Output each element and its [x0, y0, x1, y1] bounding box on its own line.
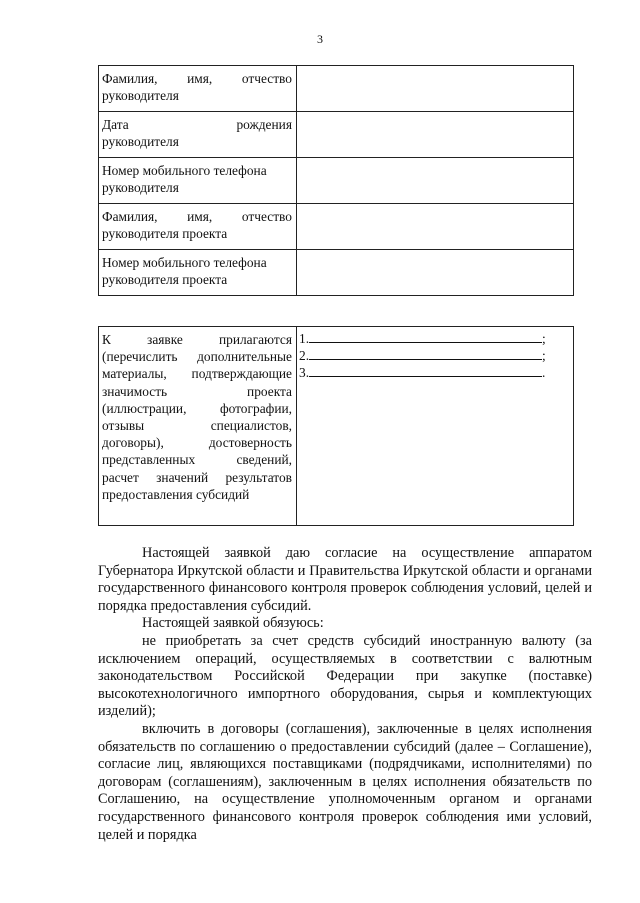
- label-word: имя,: [187, 71, 213, 86]
- label-word: рождения: [236, 117, 292, 132]
- field-label: [99, 204, 297, 250]
- field-label-line2: руководителя: [102, 134, 179, 149]
- leader-info-row: [99, 112, 574, 158]
- attachment-blank-line[interactable]: [309, 330, 542, 343]
- attachment-number: 1.: [299, 331, 310, 346]
- field-label-line1: [102, 162, 292, 179]
- leader-info-row: [99, 250, 574, 296]
- field-value[interactable]: [297, 112, 574, 158]
- obligation-paragraph-2: включить в договоры (соглашения), заключенные в целях исполнения обязательств по соглашению о предоставлении субсидий (далее – Соглашение), согласие лиц, являющихся поставщиками (подрядчиками, исполнителями) по договорам (соглашениям), заключенным в целях исполнения обязательств по Соглашению, на осуществление уполномоченным органом и органами государственного финансового контроля проверок соблюдения ими условий, целей и порядка: [98, 720, 592, 843]
- consent-text-block: [98, 545, 592, 844]
- attachment-number: 3.: [299, 365, 310, 380]
- attachment-item: [297, 330, 573, 347]
- field-value[interactable]: [297, 204, 574, 250]
- label-word: Номер мобильного телефона: [102, 163, 267, 178]
- field-label-line2: руководителя проекта: [102, 272, 228, 287]
- consent-paragraph: Настоящей заявкой даю согласие на осуществление аппаратом Губернатора Иркутской области и Правительства Иркутской области и органами государственного финансового контроля проверок соблюдения условий, целей и порядка предоставления субсидий.: [98, 545, 592, 614]
- field-label: [99, 250, 297, 296]
- attachment-blank-line[interactable]: [309, 364, 542, 377]
- label-word: Фамилия,: [102, 209, 158, 224]
- label-word: отчество: [241, 71, 292, 86]
- field-label-line1: [102, 254, 292, 271]
- field-value[interactable]: [297, 250, 574, 296]
- field-label: [99, 66, 297, 112]
- attachments-label: К заявке прилагаются (перечислить дополнительные материалы, подтверждающие значимость проекта (иллюстрации, фотографии, отзывы специалистов, договоры), достоверность представленных сведений, расчет значений результатов предоставления субсидий: [99, 327, 297, 526]
- attachment-number: 2.: [299, 348, 310, 363]
- field-value[interactable]: [297, 158, 574, 204]
- field-label-line1: [102, 116, 292, 133]
- field-label: [99, 112, 297, 158]
- attachment-punctuation: ;: [542, 348, 546, 363]
- field-label-line1: [102, 70, 292, 87]
- attachments-table: [98, 326, 574, 526]
- label-word: Фамилия,: [102, 71, 158, 86]
- label-word: Дата: [102, 117, 129, 132]
- field-label-line2: руководителя: [102, 88, 179, 103]
- attachment-punctuation: .: [542, 365, 546, 380]
- leader-info-row: [99, 204, 574, 250]
- label-word: имя,: [187, 209, 213, 224]
- field-label-line1: [102, 208, 292, 225]
- field-value[interactable]: [297, 66, 574, 112]
- leader-info-row: [99, 158, 574, 204]
- field-label-line2: руководителя: [102, 180, 179, 195]
- attachment-blank-line[interactable]: [309, 347, 542, 360]
- label-word: Номер мобильного телефона: [102, 255, 267, 270]
- leader-info-table: [98, 65, 574, 296]
- attachment-item: [297, 347, 573, 364]
- attachment-punctuation: ;: [542, 331, 546, 346]
- field-label: [99, 158, 297, 204]
- obligation-paragraph-1: не приобретать за счет средств субсидий иностранную валюту (за исключением операций, осуществляемых в соответствии с валютным законодательством Российской Федерации при закупке (поставке) высокотехнологичного импортного оборудования, сырья и комплектующих изделий);: [98, 632, 592, 720]
- attachment-item: [297, 364, 573, 381]
- page-number: 3: [317, 32, 323, 46]
- obligation-intro: Настоящей заявкой обязуюсь:: [142, 615, 324, 632]
- field-label-line2: руководителя проекта: [102, 226, 228, 241]
- label-word: отчество: [241, 209, 292, 224]
- attachments-list: [297, 327, 574, 526]
- leader-info-row: [99, 66, 574, 112]
